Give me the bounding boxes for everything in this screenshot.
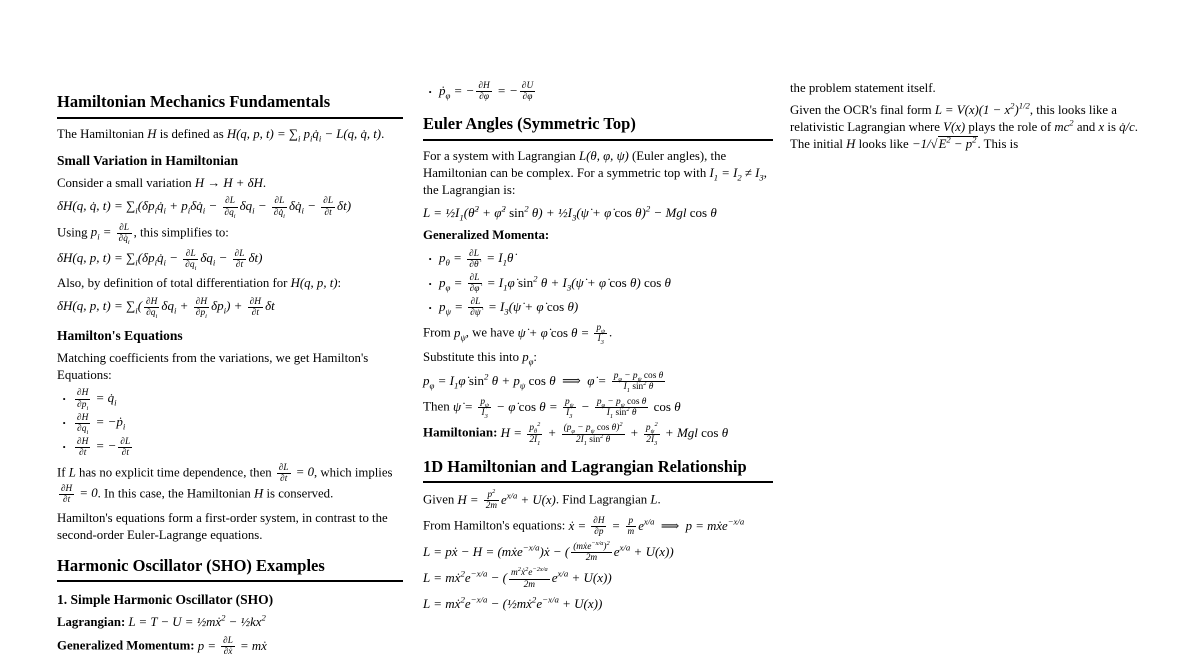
list-hamiltons-equations-item-0: · $\frac{\partial H}{\partial p_i}$ = $q̇_i$	[73, 388, 403, 409]
column-left	[57, 92, 403, 662]
eq-legendre-transform-step1: L = pẋ − H = (mẋe$^{-x/a}$)ẋ − ( (mẋe$^{-x/a}$)$^2$ 2m $e^{x/a} + U(x)$)	[423, 540, 674, 564]
list-generalized-momenta-item-2: · $p_\psi$ = $\frac{\partial L}{\partial\psi̇}$ = $I_3(\psi̇$ + φ̇ cos θ)	[439, 297, 773, 318]
eq-legendre-transform-step2: $L = mẋ^2e^{-x/a}$ − ( $\frac{m^2ẋ^2e^{-2x/a}}{2m}$ $e^{x/a} + U(x)$)	[423, 566, 612, 590]
list-hamiltons-equations-item-1: · $\frac{\partial H}{\partial q_i}$ = −ṗ$_i$	[73, 413, 403, 434]
para-euler-angles-intro: For a system with Lagrangian L(θ, φ, ψ) (Euler angles), the Hamiltonian can be complex. For a symmetric top with $I_1 = I_2 \ne I_3$, the Lagrangian is:	[423, 148, 767, 197]
eq-delta-h-q-qdot-t: δH(q, q̇, $t) = \sum_i(\delta p_iq̇_i$ + $p_i\delta q̇_i$ − $\frac{\partial L}{\partial q_i}$ $\delta q_i$ − $\frac{\partial L}{\partial q̇_i}$ $\delta q̇_i$ − $\frac{\partial L}{\partial t}$ δt)	[57, 196, 352, 220]
list-generalized-momenta-item-0: · $p_\theta$ = $\frac{\partial L}{\partial\thetȧ}$ = $I_1\thetȧ$	[439, 249, 773, 270]
column-center	[423, 78, 773, 618]
para-substitute-into-p-phi: Substitute this into $p_\varphi$:	[423, 350, 537, 367]
eq-top-hamiltonian: Hamiltonian: H = $\frac{p_\theta^2}{2I_1}$ + $\frac{(p_\varphi - p_\psi \cos \theta)^2}{2I_1 \sin^2 \theta}$ + $\frac{p_\psi^2}{2I_3}$ + Mgl cos θ	[423, 421, 729, 447]
list-hamiltons-equations-item-2: · $\frac{\partial H}{\partial t}$ = − $\frac{\partial L}{\partial t}$	[73, 437, 403, 458]
eq-legendre-transform-step3: $L = mẋ^2e^{-x/a}$ − $(\frac{1}{2}mẋ^2e^{-x/a} + U(x))$	[423, 594, 603, 611]
subheading-hamiltons-equations: Hamilton's Equations	[57, 327, 183, 343]
para-total-differentiation: Also, by definition of total differentiation for H(q, p, t):	[57, 275, 342, 290]
para-given-h-find-l: Given H = $\frac{p^2}{2m}$ $e^{x/a} + U(x)$. Find Lagrangian L.	[423, 488, 661, 511]
list-generalized-momenta	[423, 249, 773, 319]
eq-symmetric-top-lagrangian: $L = \frac{1}{2}I_1(\thetȧ^2$ + φ̇$^2$ $\sin^2 \theta$) + $\frac{1}{2}I_3(\psi̇$ + φ̇ cos θ)$^2$ − Mgl cos θ	[423, 203, 717, 223]
subheading-simple-harmonic-oscillator: 1. Simple Harmonic Oscillator (SHO)	[57, 592, 274, 608]
para-matching-coefficients: Matching coefficients from the variations, we get Hamilton's Equations:	[57, 350, 369, 382]
list-generalized-momenta-item-1: · $p_\varphi$ = $\frac{\partial L}{\partial\varphi̇}$ = $I_1\varphi̇$ $\sin^2 \theta$ + $I_3(\psi̇$ + φ̇ cos θ) cos θ	[439, 273, 773, 294]
eq-delta-h-total-differential: δH(q, p, $t) = \sum_i$( $\frac{\partial H}{\partial q_i}$ $\delta q_i$ + $\frac{\partial H}{\partial p_i}$ $\delta p_i$) + $\frac{\partial H}{\partial t}$ δt	[57, 296, 275, 320]
para-from-hamiltons-equations: From Hamilton's equations: ẋ = $\frac{\partial H}{\partial p}$ = $\frac{p}{m}$ $e^{x/a}$ ⟹ p = mẋe$^{-x/a}$	[423, 515, 745, 537]
para-consider-small-variation: Consider a small variation H → H + δH.	[57, 175, 267, 190]
list-hamiltons-equations	[57, 388, 403, 458]
para-ocr-final-form-analysis: Given the OCR's final form $L = V(x)(1 - x^2)^{1/2}$, this looks like a relativistic Lagrangian where V(x) plays the role of $mc^2$ and x is q̇/c. The initial H looks like $-1/√E^2 - p^2$. This is	[790, 100, 1138, 151]
section-title-hamiltonian-mechanics-fundamentals: Hamiltonian Mechanics Fundamentals	[57, 92, 403, 119]
para-first-order-system: Hamilton's equations form a first-order system, in contrast to the second-order Euler-Lagrange equations.	[57, 510, 388, 542]
para-from-p-psi: From $p_\psi$, we have ψ̇ + φ̇ cos θ = $\frac{p_\psi}{I_3}$ .	[423, 322, 613, 347]
eq-delta-h-simplified: δH(q, p, $t) = \sum_i(\delta p_iq̇_i$ − $\frac{\partial L}{\partial q_i}$ $\delta q_i$ − $\frac{\partial L}{\partial t}$ δt)	[57, 248, 263, 272]
list-pdot-phi-overflow-item-0: · ṗ$_\varphi$ = − $\frac{\partial H}{\partial\varphi}$ = − $\frac{\partial U}{\partial\varphi}$	[439, 81, 773, 102]
para-sho-generalized-momentum: Generalized Momentum: p = $\frac{\partial L}{\text{∂ẋ}}$ = mẋ	[57, 635, 267, 657]
section-title-euler-angles-symmetric-top: Euler Angles (Symmetric Top)	[423, 114, 773, 141]
para-generalized-momenta-label: Generalized Momenta:	[423, 227, 550, 242]
column-right	[790, 80, 1140, 158]
section-title-harmonic-oscillator-examples: Harmonic Oscillator (SHO) Examples	[57, 556, 403, 583]
list-pdot-phi-overflow	[423, 81, 773, 102]
section-title-1d-hamiltonian-lagrangian: 1D Hamiltonian and Lagrangian Relationship	[423, 457, 773, 484]
subheading-small-variation-in-hamiltonian: Small Variation in Hamiltonian	[57, 152, 239, 168]
para-conservation-condition: If L has no explicit time dependence, then $\frac{\partial L}{\partial t}$ = 0, which implies $\frac{\partial H}{\partial t}$ = 0. In this case, the Hamiltonian H is conserved.	[57, 462, 393, 504]
eq-solve-phi-dot: $p_\varphi$ = $I_1\varphi̇$ $\sin^2 \theta + p_\psi$ cos θ ⟹ φ̇ = $\frac{p_\varphi - p_\psi \cos \theta}{I_1 \sin^2 \theta}$	[423, 371, 664, 395]
para-sho-lagrangian: Lagrangian: L = T − U = ½mẋ$^2$ − $\frac{1}{2}kx^2$	[57, 613, 266, 630]
para-using-momentum-definition: Using $p_i$ = $\frac{\partial L}{\partial q̇_i}$ , this simplifies to:	[57, 221, 229, 246]
para-problem-statement-fragment: the problem statement itself.	[790, 81, 936, 95]
para-hamiltonian-definition: The Hamiltonian H is defined as H(q, p, $t) = \sum_i$ $p_iq̇_i - L(q$, q̇, t).	[57, 126, 385, 144]
eq-solve-psi-dot: Then ψ̇ = $\frac{p_\psi}{I_3}$ − φ̇ cos θ = $\frac{p_\psi}{I_3}$ − $\frac{p_\varphi - p_\psi \cos \theta}{I_1 \sin^2 \theta}$ cos θ	[423, 397, 681, 421]
